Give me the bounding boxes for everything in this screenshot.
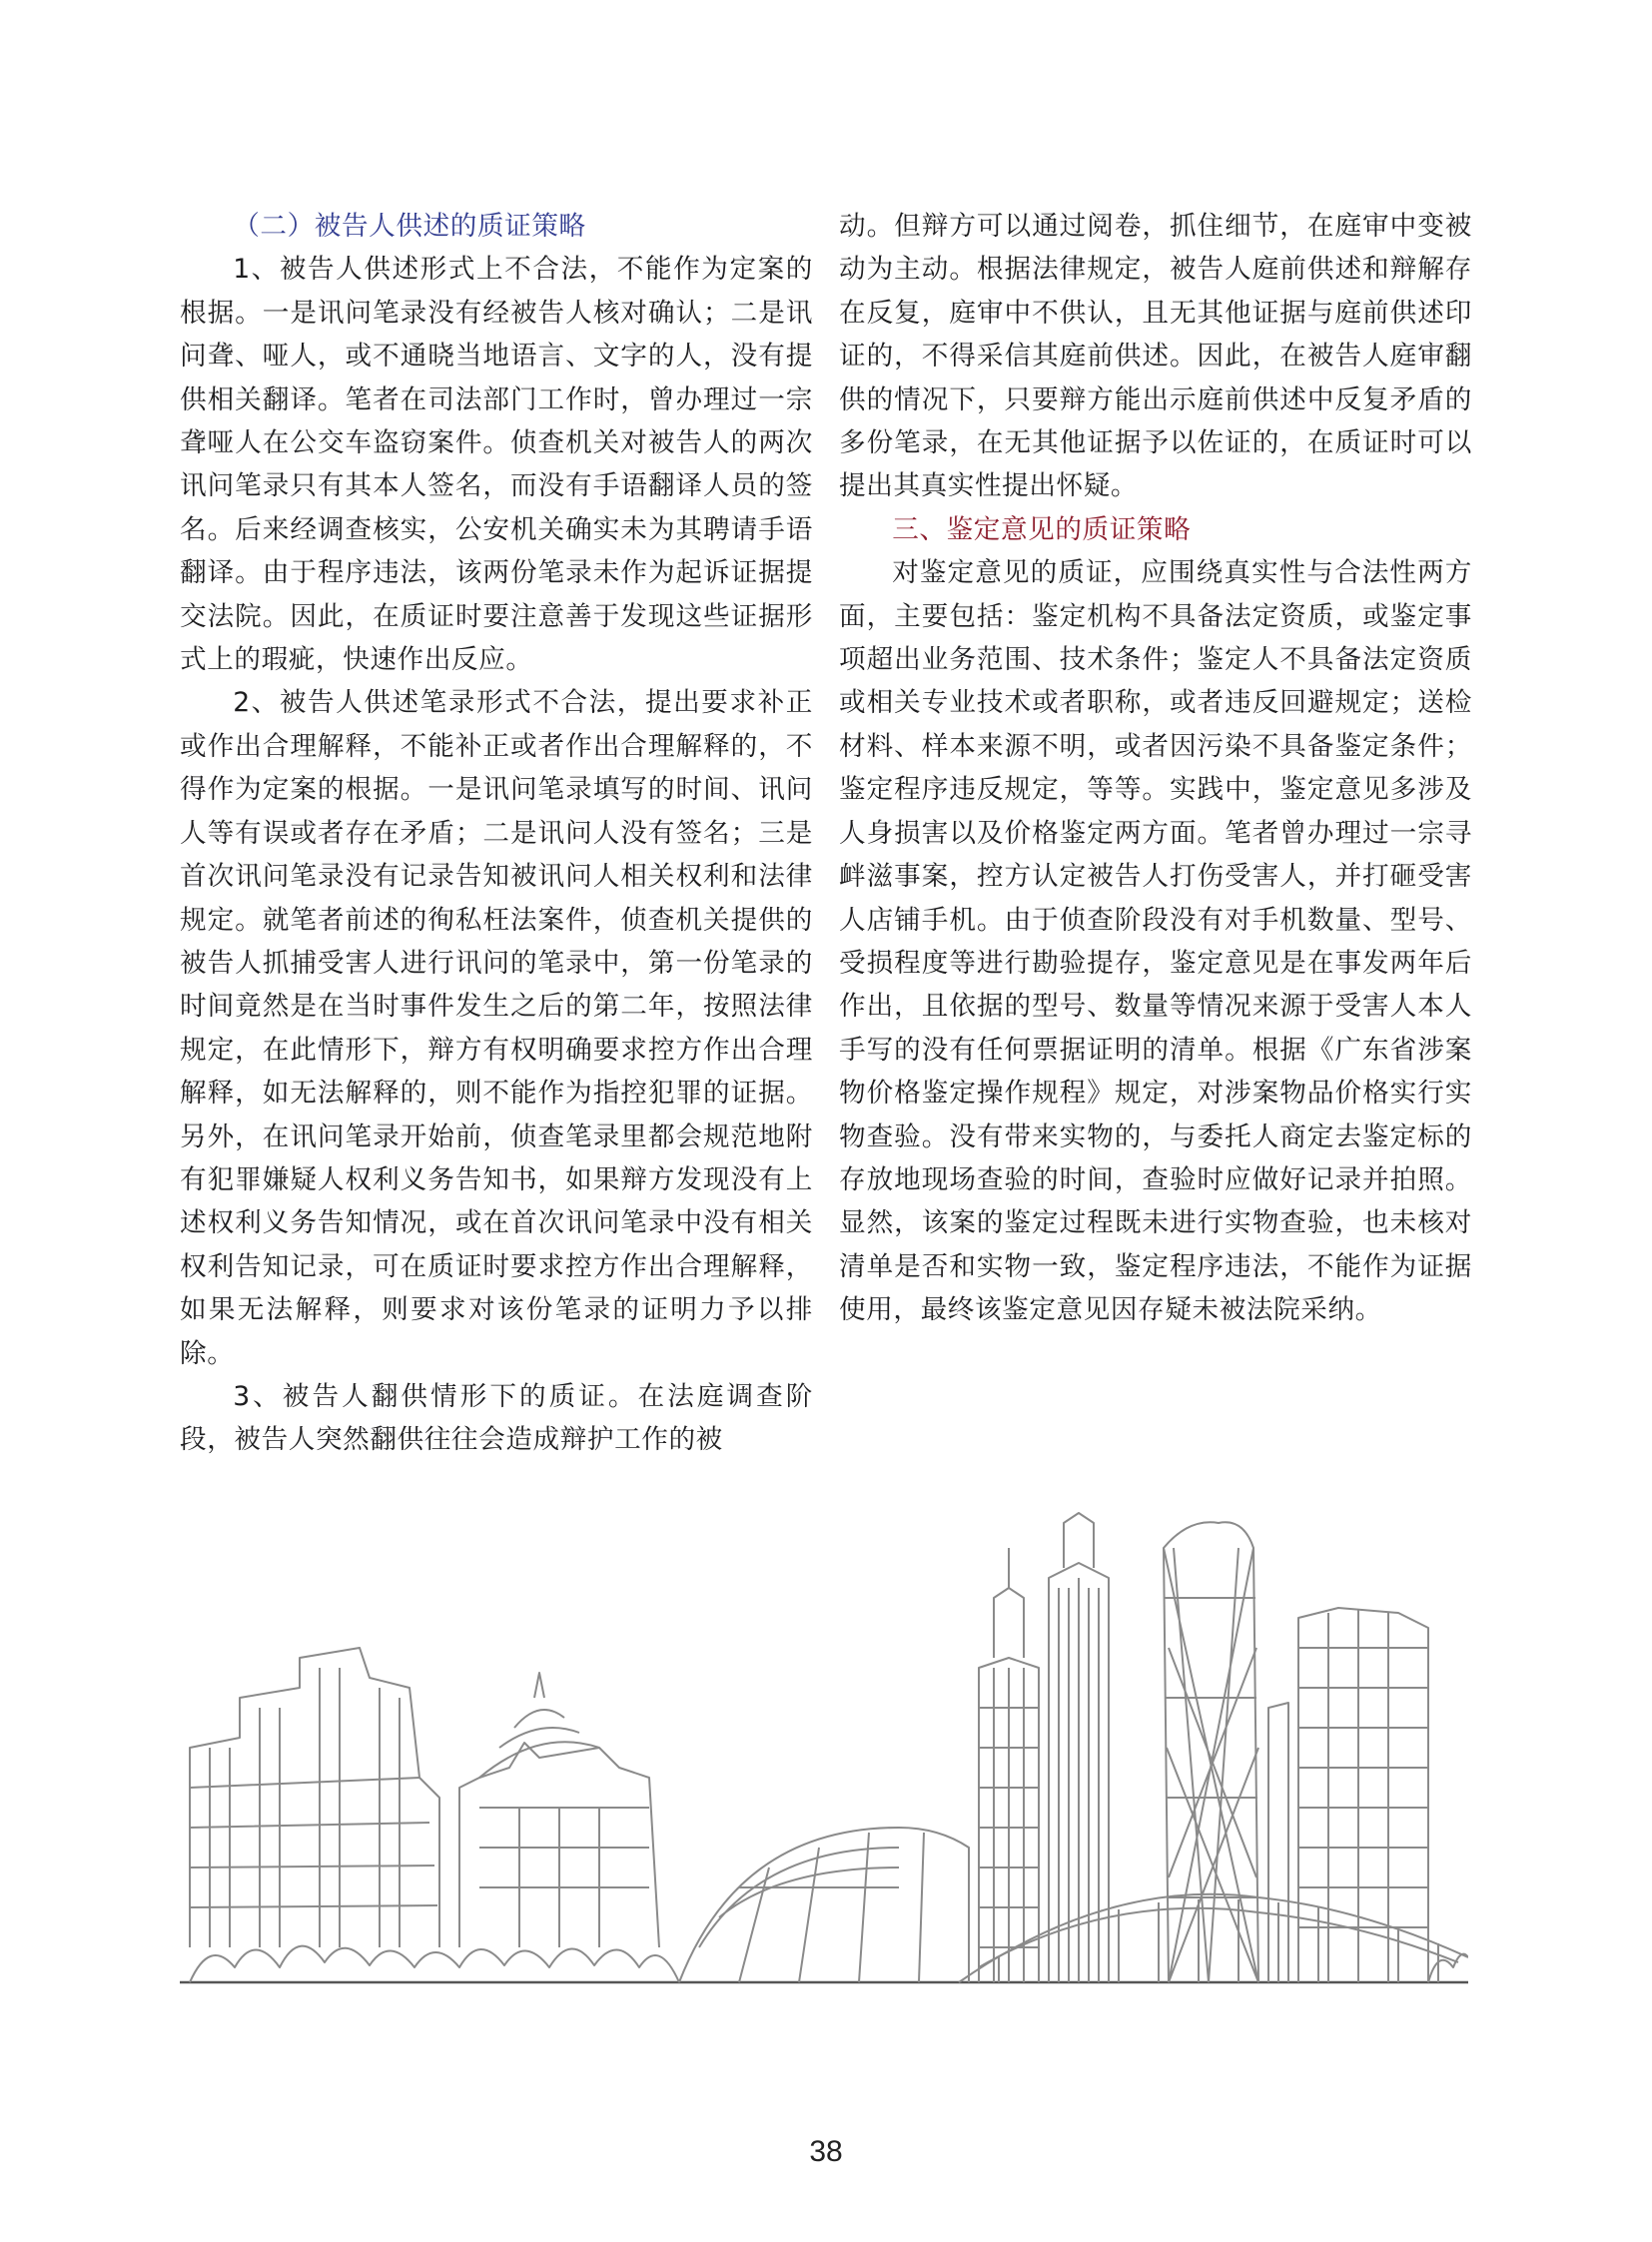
paragraph-expert-opinion: 对鉴定意见的质证，应围绕真实性与合法性两方面，主要包括：鉴定机构不具备法定资质，或鉴定事项超出业务范围、技术条件；鉴定人不具备法定资质或相关专业技术或者职称，或者违反回避规定；送检材料、样本来源不明，或者因污染不具备鉴定条件；鉴定程序违反规定，等等。实践中，鉴定意见多涉及人身损害以及价格鉴定两方面。笔者曾办理过一宗寻衅滋事案，控方认定被告人打伤受害人，并打砸受害人店铺手机。由于侦查阶段没有对手机数量、型号、受损程度等进行勘验提存，鉴定意见是在事发两年后作出，且依据的型号、数量等情况来源于受害人本人手写的没有任何票据证明的清单。根据《广东省涉案物价格鉴定操作规程》规定，对涉案物品价格实行实物查验。没有带来实物的，与委托人商定去鉴定标的存放地现场查验的时间，查验时应做好记录并拍照。显然，该案的鉴定过程既未进行实物查验，也未核对清单是否和实物一致，鉴定程序违法，不能作为证据使用，最终该鉴定意见因存疑未被法院采纳。: [839, 557, 1472, 1326]
paragraph-3: 3、被告人翻供情形下的质证。在法庭调查阶段，被告人突然翻供往往会造成辩护工作的被: [180, 1380, 813, 1456]
page-number: 38: [809, 2135, 843, 2168]
city-skyline-illustration: [180, 1448, 1468, 2017]
subheading-defendant-statement: （二）被告人供述的质证策略: [233, 211, 586, 242]
section-heading-expert-opinion: 三、鉴定意见的质证策略: [892, 513, 1192, 545]
right-column: [839, 205, 1472, 1332]
paragraph-1: 1、被告人供述形式上不合法，不能作为定案的根据。一是讯问笔录没有经被告人核对确认；二是讯问聋、哑人，或不通晓当地语言、文字的人，没有提供相关翻译。笔者在司法部门工作时，曾办理过一宗聋哑人在公交车盗窃案件。侦查机关对被告人的两次讯问笔录只有其本人签名，而没有手语翻译人员的签名。后来经调查核实，公安机关确实未为其聘请手语翻译。由于程序违法，该两份笔录未作为起诉证据提交法院。因此，在质证时要注意善于发现这些证据形式上的瑕疵，快速作出反应。: [180, 254, 813, 676]
paragraph-continuation: 动。但辩方可以通过阅卷，抓住细节，在庭审中变被动为主动。根据法律规定，被告人庭前供述和辩解存在反复，庭审中不供认，且无其他证据与庭前供述印证的，不得采信其庭前供述。因此，在被告人庭审翻供的情况下，只要辩方能出示庭前供述中反复矛盾的多份笔录，在无其他证据予以佐证的，在质证时可以提出其真实性提出怀疑。: [839, 211, 1472, 502]
left-column: [180, 205, 813, 1462]
paragraph-2: 2、被告人供述笔录形式不合法，提出要求补正或作出合理解释，不能补正或者作出合理解释的，不得作为定案的根据。一是讯问笔录填写的时间、讯问人等有误或者存在矛盾；二是讯问人没有签名；三是首次讯问笔录没有记录告知被讯问人相关权利和法律规定。就笔者前述的徇私枉法案件，侦查机关提供的被告人抓捕受害人进行讯问的笔录中，第一份笔录的时间竟然是在当时事件发生之后的第二年，按照法律规定，在此情形下，辩方有权明确要求控方作出合理解释，如无法解释的，则不能作为指控犯罪的证据。另外，在讯问笔录开始前，侦查笔录里都会规范地附有犯罪嫌疑人权利义务告知书，如果辩方发现没有上述权利义务告知情况，或在首次讯问笔录中没有相关权利告知记录，可在质证时要求控方作出合理解释，如果无法解释，则要求对该份笔录的证明力予以排除。: [180, 687, 813, 1369]
